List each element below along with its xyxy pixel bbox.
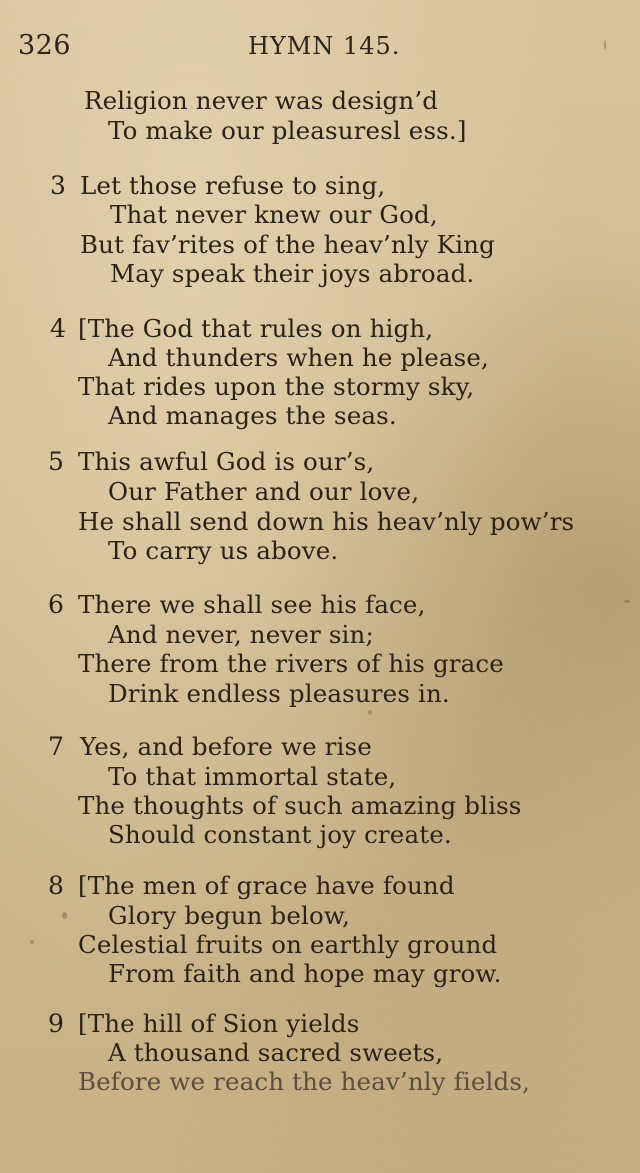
verse-number: 9 xyxy=(48,1009,64,1038)
verse-number: 6 xyxy=(48,590,64,619)
verse-number: 8 xyxy=(48,871,64,900)
verse-number: 7 xyxy=(48,732,64,761)
verse-line: There from the rivers of his grace xyxy=(78,649,504,678)
verse-line: And never, never sin; xyxy=(108,620,374,649)
verse-line: This awful God is our’s, xyxy=(78,447,375,476)
verse-number: 5 xyxy=(48,447,64,476)
verse-number: 4 xyxy=(50,314,66,343)
verse-line: Should constant joy create. xyxy=(108,820,452,849)
paper-speck xyxy=(62,912,67,919)
verse-line: Let those refuse to sing, xyxy=(80,171,386,200)
verse-line: [The God that rules on high, xyxy=(78,314,434,343)
verse-line: Celestial fruits on earthly ground xyxy=(78,930,498,959)
verse-line: Yes, and before we rise xyxy=(80,732,372,761)
verse-line: From faith and hope may grow. xyxy=(108,959,502,988)
verse-number: 3 xyxy=(50,171,66,200)
verse-line: [The hill of Sion yields xyxy=(78,1009,360,1038)
paper-speck xyxy=(604,40,606,50)
verse-line: There we shall see his face, xyxy=(78,590,426,619)
verse-line: That rides upon the stormy sky, xyxy=(78,372,475,401)
verse-line: And thunders when he please, xyxy=(108,343,489,372)
verse-line: But fav’rites of the heav’nly King xyxy=(80,230,495,259)
page-number: 326 xyxy=(18,30,72,61)
verse-line: Drink endless pleasures in. xyxy=(108,679,450,708)
paper-speck xyxy=(368,710,372,715)
verse-line: A thousand sacred sweets, xyxy=(108,1038,444,1067)
paper-speck xyxy=(30,940,34,944)
verse-line: And manages the seas. xyxy=(108,401,397,430)
verse-line: Glory begun below, xyxy=(108,901,351,930)
verse-line: To make our pleasuresl ess.] xyxy=(108,116,467,145)
verse-line: That never knew our God, xyxy=(110,200,438,229)
paper-speck xyxy=(624,600,630,603)
verse-line: To carry us above. xyxy=(108,536,339,565)
verse-line: Our Father and our love, xyxy=(108,477,420,506)
verse-line: [The men of grace have found xyxy=(78,871,455,900)
verse-line: Before we reach the heav’nly fields, xyxy=(78,1067,531,1096)
verse-line: Religion never was design’d xyxy=(84,86,439,115)
verse-line: He shall send down his heav’nly pow’rs xyxy=(78,507,575,536)
running-title: HYMN 145. xyxy=(248,32,401,60)
verse-line: To that immortal state, xyxy=(108,762,397,791)
verse-line: May speak their joys abroad. xyxy=(110,259,475,288)
verse-line: The thoughts of such amazing bliss xyxy=(78,791,522,820)
